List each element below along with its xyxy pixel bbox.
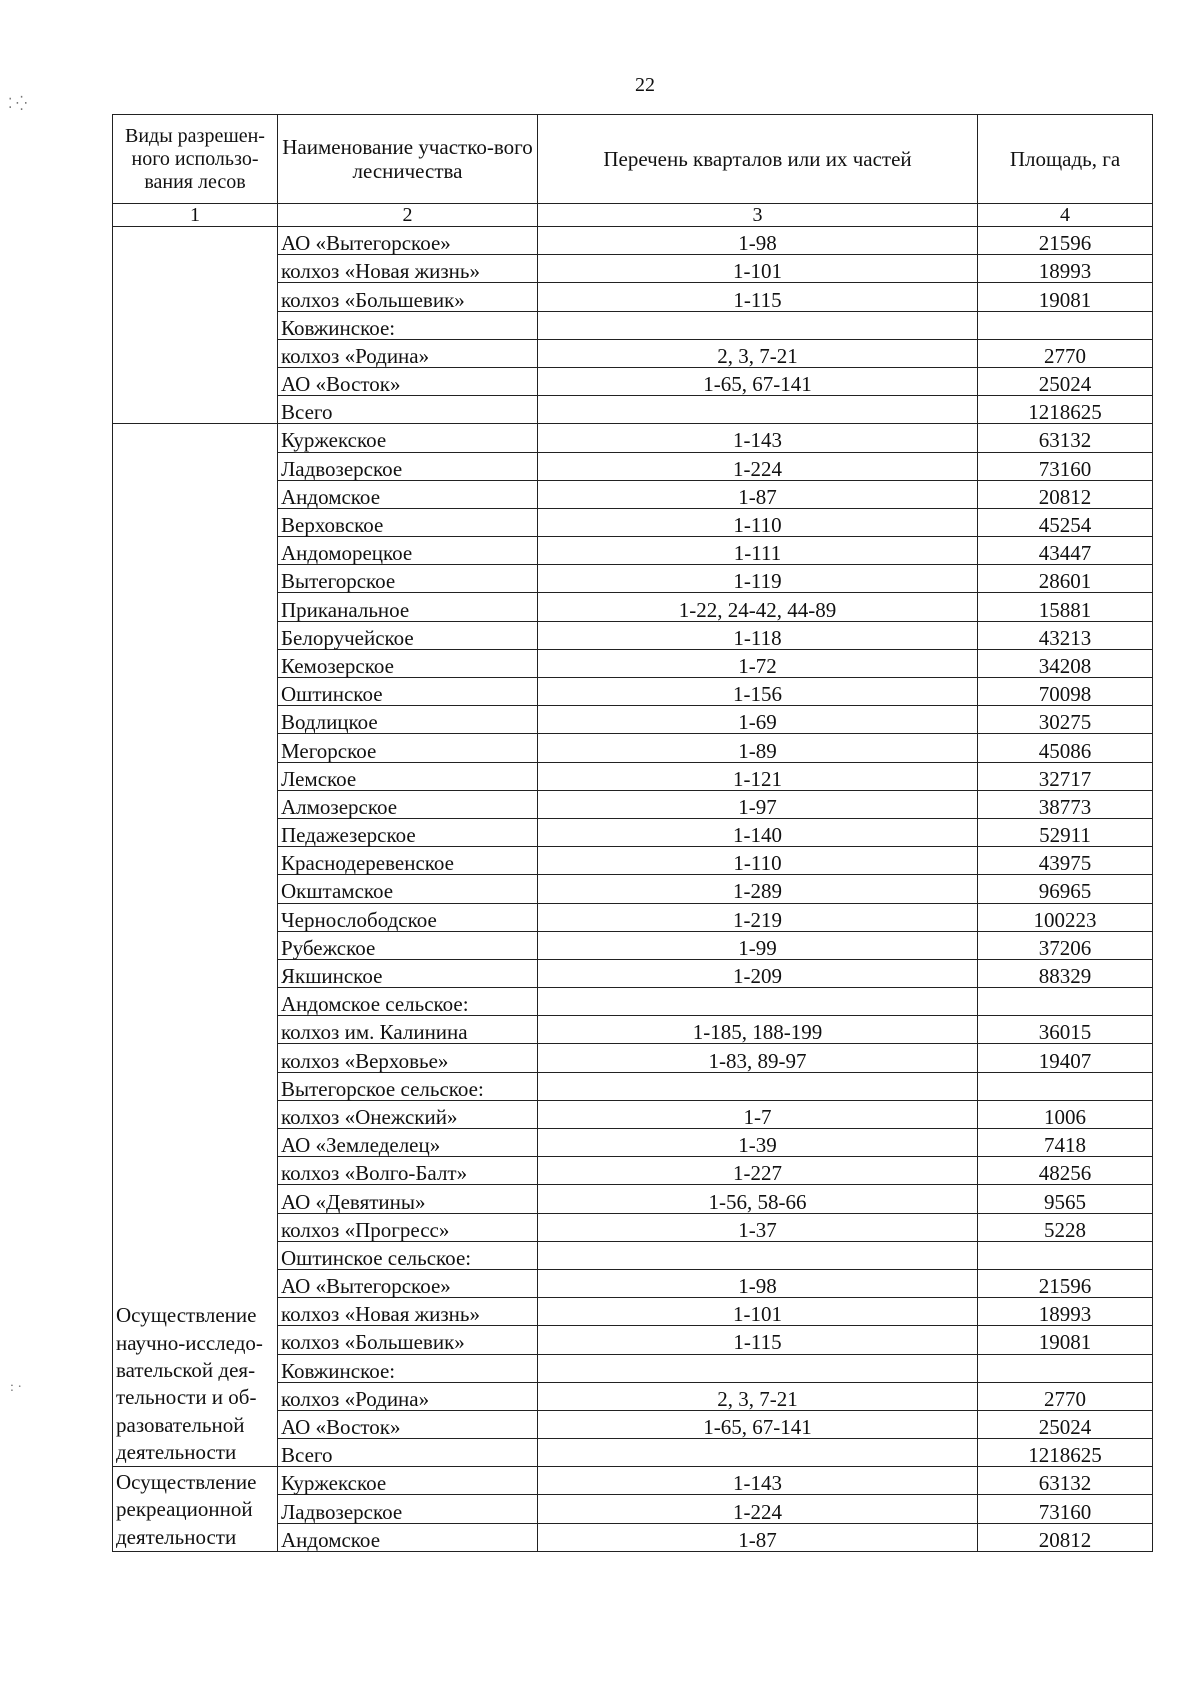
quarters-cell: 1-7 [538, 1100, 978, 1128]
forestry-name-cell: колхоз им. Калинина [278, 1016, 538, 1044]
area-cell: 1006 [978, 1100, 1153, 1128]
area-cell: 63132 [978, 424, 1153, 452]
area-cell: 36015 [978, 1016, 1153, 1044]
quarters-cell [538, 988, 978, 1016]
area-cell: 5228 [978, 1213, 1153, 1241]
forestry-name-cell: колхоз «Новая жизнь» [278, 1298, 538, 1326]
forestry-name-cell: Краснодеревенское [278, 847, 538, 875]
forestry-name-cell: колхоз «Родина» [278, 339, 538, 367]
page-number: 22 [635, 74, 655, 96]
area-cell: 45254 [978, 508, 1153, 536]
quarters-cell: 1-69 [538, 706, 978, 734]
forestry-name-cell: АО «Вытегорское» [278, 227, 538, 255]
area-cell: 2770 [978, 339, 1153, 367]
quarters-cell: 1-209 [538, 959, 978, 987]
quarters-cell: 2, 3, 7-21 [538, 1382, 978, 1410]
quarters-cell: 1-219 [538, 903, 978, 931]
scan-speck: ⁚ ⁛ [8, 97, 28, 112]
forestry-name-cell: Оштинское сельское: [278, 1241, 538, 1269]
quarters-cell: 1-37 [538, 1213, 978, 1241]
column-number: 4 [978, 204, 1153, 227]
column-number: 2 [278, 204, 538, 227]
area-cell: 19407 [978, 1044, 1153, 1072]
area-cell: 15881 [978, 593, 1153, 621]
area-cell [978, 311, 1153, 339]
area-cell: 73160 [978, 1495, 1153, 1523]
forestry-name-cell: Андомское сельское: [278, 988, 538, 1016]
forestry-name-cell: АО «Девятины» [278, 1185, 538, 1213]
quarters-cell: 1-289 [538, 875, 978, 903]
forestry-name-cell: Приканальное [278, 593, 538, 621]
area-cell: 73160 [978, 452, 1153, 480]
area-cell: 18993 [978, 255, 1153, 283]
usage-type-cell [113, 227, 278, 424]
quarters-cell: 1-65, 67-141 [538, 1410, 978, 1438]
forestry-name-cell: Оштинское [278, 678, 538, 706]
header-quarters-list: Перечень кварталов или их частей [538, 115, 978, 204]
forestry-name-cell: Чернослободское [278, 903, 538, 931]
table-body [113, 227, 1153, 1552]
column-number-row [113, 204, 1153, 227]
area-cell [978, 1241, 1153, 1269]
area-cell: 9565 [978, 1185, 1153, 1213]
area-cell: 32717 [978, 762, 1153, 790]
forestry-name-cell: Лемское [278, 762, 538, 790]
area-cell: 34208 [978, 649, 1153, 677]
quarters-cell: 1-143 [538, 424, 978, 452]
area-cell [978, 1354, 1153, 1382]
forestry-name-cell: колхоз «Волго-Балт» [278, 1157, 538, 1185]
forestry-name-cell: колхоз «Верховье» [278, 1044, 538, 1072]
forest-usage-table [112, 114, 1153, 1552]
area-cell: 28601 [978, 565, 1153, 593]
quarters-cell: 1-115 [538, 1326, 978, 1354]
forestry-name-cell: Ладвозерское [278, 452, 538, 480]
quarters-cell: 1-156 [538, 678, 978, 706]
quarters-cell: 2, 3, 7-21 [538, 339, 978, 367]
forestry-name-cell: Рубежское [278, 931, 538, 959]
quarters-cell [538, 1072, 978, 1100]
quarters-cell: 1-83, 89-97 [538, 1044, 978, 1072]
area-cell: 19081 [978, 283, 1153, 311]
forestry-name-cell: Всего [278, 396, 538, 424]
forestry-name-cell: колхоз «Новая жизнь» [278, 255, 538, 283]
quarters-cell: 1-39 [538, 1129, 978, 1157]
area-cell: 25024 [978, 367, 1153, 395]
forestry-name-cell: Алмозерское [278, 790, 538, 818]
area-cell: 20812 [978, 480, 1153, 508]
quarters-cell [538, 1354, 978, 1382]
quarters-cell: 1-72 [538, 649, 978, 677]
header-area: Площадь, га [978, 115, 1153, 204]
area-cell: 1218625 [978, 1439, 1153, 1467]
area-cell: 48256 [978, 1157, 1153, 1185]
quarters-cell: 1-101 [538, 1298, 978, 1326]
area-cell: 25024 [978, 1410, 1153, 1438]
quarters-cell: 1-110 [538, 847, 978, 875]
quarters-cell: 1-224 [538, 452, 978, 480]
forestry-name-cell: Окштамское [278, 875, 538, 903]
column-number: 1 [113, 204, 278, 227]
area-cell: 30275 [978, 706, 1153, 734]
quarters-cell: 1-111 [538, 537, 978, 565]
quarters-cell [538, 396, 978, 424]
quarters-cell: 1-140 [538, 818, 978, 846]
forestry-name-cell: АО «Восток» [278, 1410, 538, 1438]
area-cell: 43447 [978, 537, 1153, 565]
quarters-cell: 1-98 [538, 227, 978, 255]
area-cell: 20812 [978, 1523, 1153, 1551]
area-cell: 88329 [978, 959, 1153, 987]
forestry-name-cell: колхоз «Онежский» [278, 1100, 538, 1128]
quarters-cell: 1-101 [538, 255, 978, 283]
quarters-cell: 1-65, 67-141 [538, 367, 978, 395]
quarters-cell: 1-97 [538, 790, 978, 818]
table-row [113, 424, 1153, 452]
area-cell [978, 988, 1153, 1016]
area-cell: 45086 [978, 734, 1153, 762]
forestry-name-cell: Андоморецкое [278, 537, 538, 565]
forestry-name-cell: АО «Вытегорское» [278, 1269, 538, 1297]
quarters-cell: 1-118 [538, 621, 978, 649]
area-cell: 43213 [978, 621, 1153, 649]
quarters-cell: 1-121 [538, 762, 978, 790]
table-row [113, 1467, 1153, 1495]
forestry-name-cell: Белоручейское [278, 621, 538, 649]
forestry-name-cell: АО «Земледелец» [278, 1129, 538, 1157]
quarters-cell: 1-22, 24-42, 44-89 [538, 593, 978, 621]
area-cell: 18993 [978, 1298, 1153, 1326]
forestry-name-cell: Куржекское [278, 424, 538, 452]
forestry-name-cell: Верховское [278, 508, 538, 536]
quarters-cell: 1-89 [538, 734, 978, 762]
quarters-cell [538, 1241, 978, 1269]
area-cell: 37206 [978, 931, 1153, 959]
forestry-name-cell: колхоз «Прогресс» [278, 1213, 538, 1241]
quarters-cell: 1-143 [538, 1467, 978, 1495]
quarters-cell: 1-227 [538, 1157, 978, 1185]
forestry-name-cell: колхоз «Родина» [278, 1382, 538, 1410]
quarters-cell: 1-56, 58-66 [538, 1185, 978, 1213]
forestry-name-cell: Ковжинское: [278, 1354, 538, 1382]
header-forestry-name: Наименование участко-вого лесничества [278, 115, 538, 204]
forestry-name-cell: Кемозерское [278, 649, 538, 677]
area-cell: 63132 [978, 1467, 1153, 1495]
forestry-name-cell: Ладвозерское [278, 1495, 538, 1523]
forestry-name-cell: колхоз «Большевик» [278, 1326, 538, 1354]
forestry-name-cell: Всего [278, 1439, 538, 1467]
quarters-cell [538, 311, 978, 339]
area-cell: 19081 [978, 1326, 1153, 1354]
quarters-cell [538, 1439, 978, 1467]
usage-type-cell: Осуществление рекреационной деятельности [113, 1467, 278, 1552]
quarters-cell: 1-110 [538, 508, 978, 536]
area-cell: 2770 [978, 1382, 1153, 1410]
area-cell: 21596 [978, 1269, 1153, 1297]
column-number: 3 [538, 204, 978, 227]
table-header-row [113, 115, 1153, 204]
quarters-cell: 1-87 [538, 480, 978, 508]
quarters-cell: 1-119 [538, 565, 978, 593]
area-cell: 38773 [978, 790, 1153, 818]
forestry-name-cell: Педажезерское [278, 818, 538, 846]
quarters-cell: 1-185, 188-199 [538, 1016, 978, 1044]
forestry-name-cell: Вытегорское сельское: [278, 1072, 538, 1100]
forestry-name-cell: АО «Восток» [278, 367, 538, 395]
forestry-name-cell: Якшинское [278, 959, 538, 987]
area-cell: 43975 [978, 847, 1153, 875]
area-cell: 1218625 [978, 396, 1153, 424]
area-cell: 70098 [978, 678, 1153, 706]
forestry-name-cell: Ковжинское: [278, 311, 538, 339]
scan-speck: : · [10, 1380, 23, 1395]
forestry-name-cell: Андомское [278, 1523, 538, 1551]
area-cell [978, 1072, 1153, 1100]
forestry-name-cell: Куржекское [278, 1467, 538, 1495]
quarters-cell: 1-99 [538, 931, 978, 959]
quarters-cell: 1-224 [538, 1495, 978, 1523]
quarters-cell: 1-115 [538, 283, 978, 311]
quarters-cell: 1-87 [538, 1523, 978, 1551]
area-cell: 52911 [978, 818, 1153, 846]
forestry-name-cell: Вытегорское [278, 565, 538, 593]
forestry-name-cell: Водлицкое [278, 706, 538, 734]
forestry-name-cell: колхоз «Большевик» [278, 283, 538, 311]
table-row [113, 227, 1153, 255]
area-cell: 100223 [978, 903, 1153, 931]
area-cell: 96965 [978, 875, 1153, 903]
quarters-cell: 1-98 [538, 1269, 978, 1297]
header-usage-type: Виды разрешен-ного использо-вания лесов [113, 115, 278, 204]
forestry-name-cell: Мегорское [278, 734, 538, 762]
usage-type-cell: Осуществление научно-исследо-вательской дея-тельности и об-разовательной деятельности [113, 424, 278, 1467]
area-cell: 21596 [978, 227, 1153, 255]
forestry-name-cell: Андомское [278, 480, 538, 508]
area-cell: 7418 [978, 1129, 1153, 1157]
